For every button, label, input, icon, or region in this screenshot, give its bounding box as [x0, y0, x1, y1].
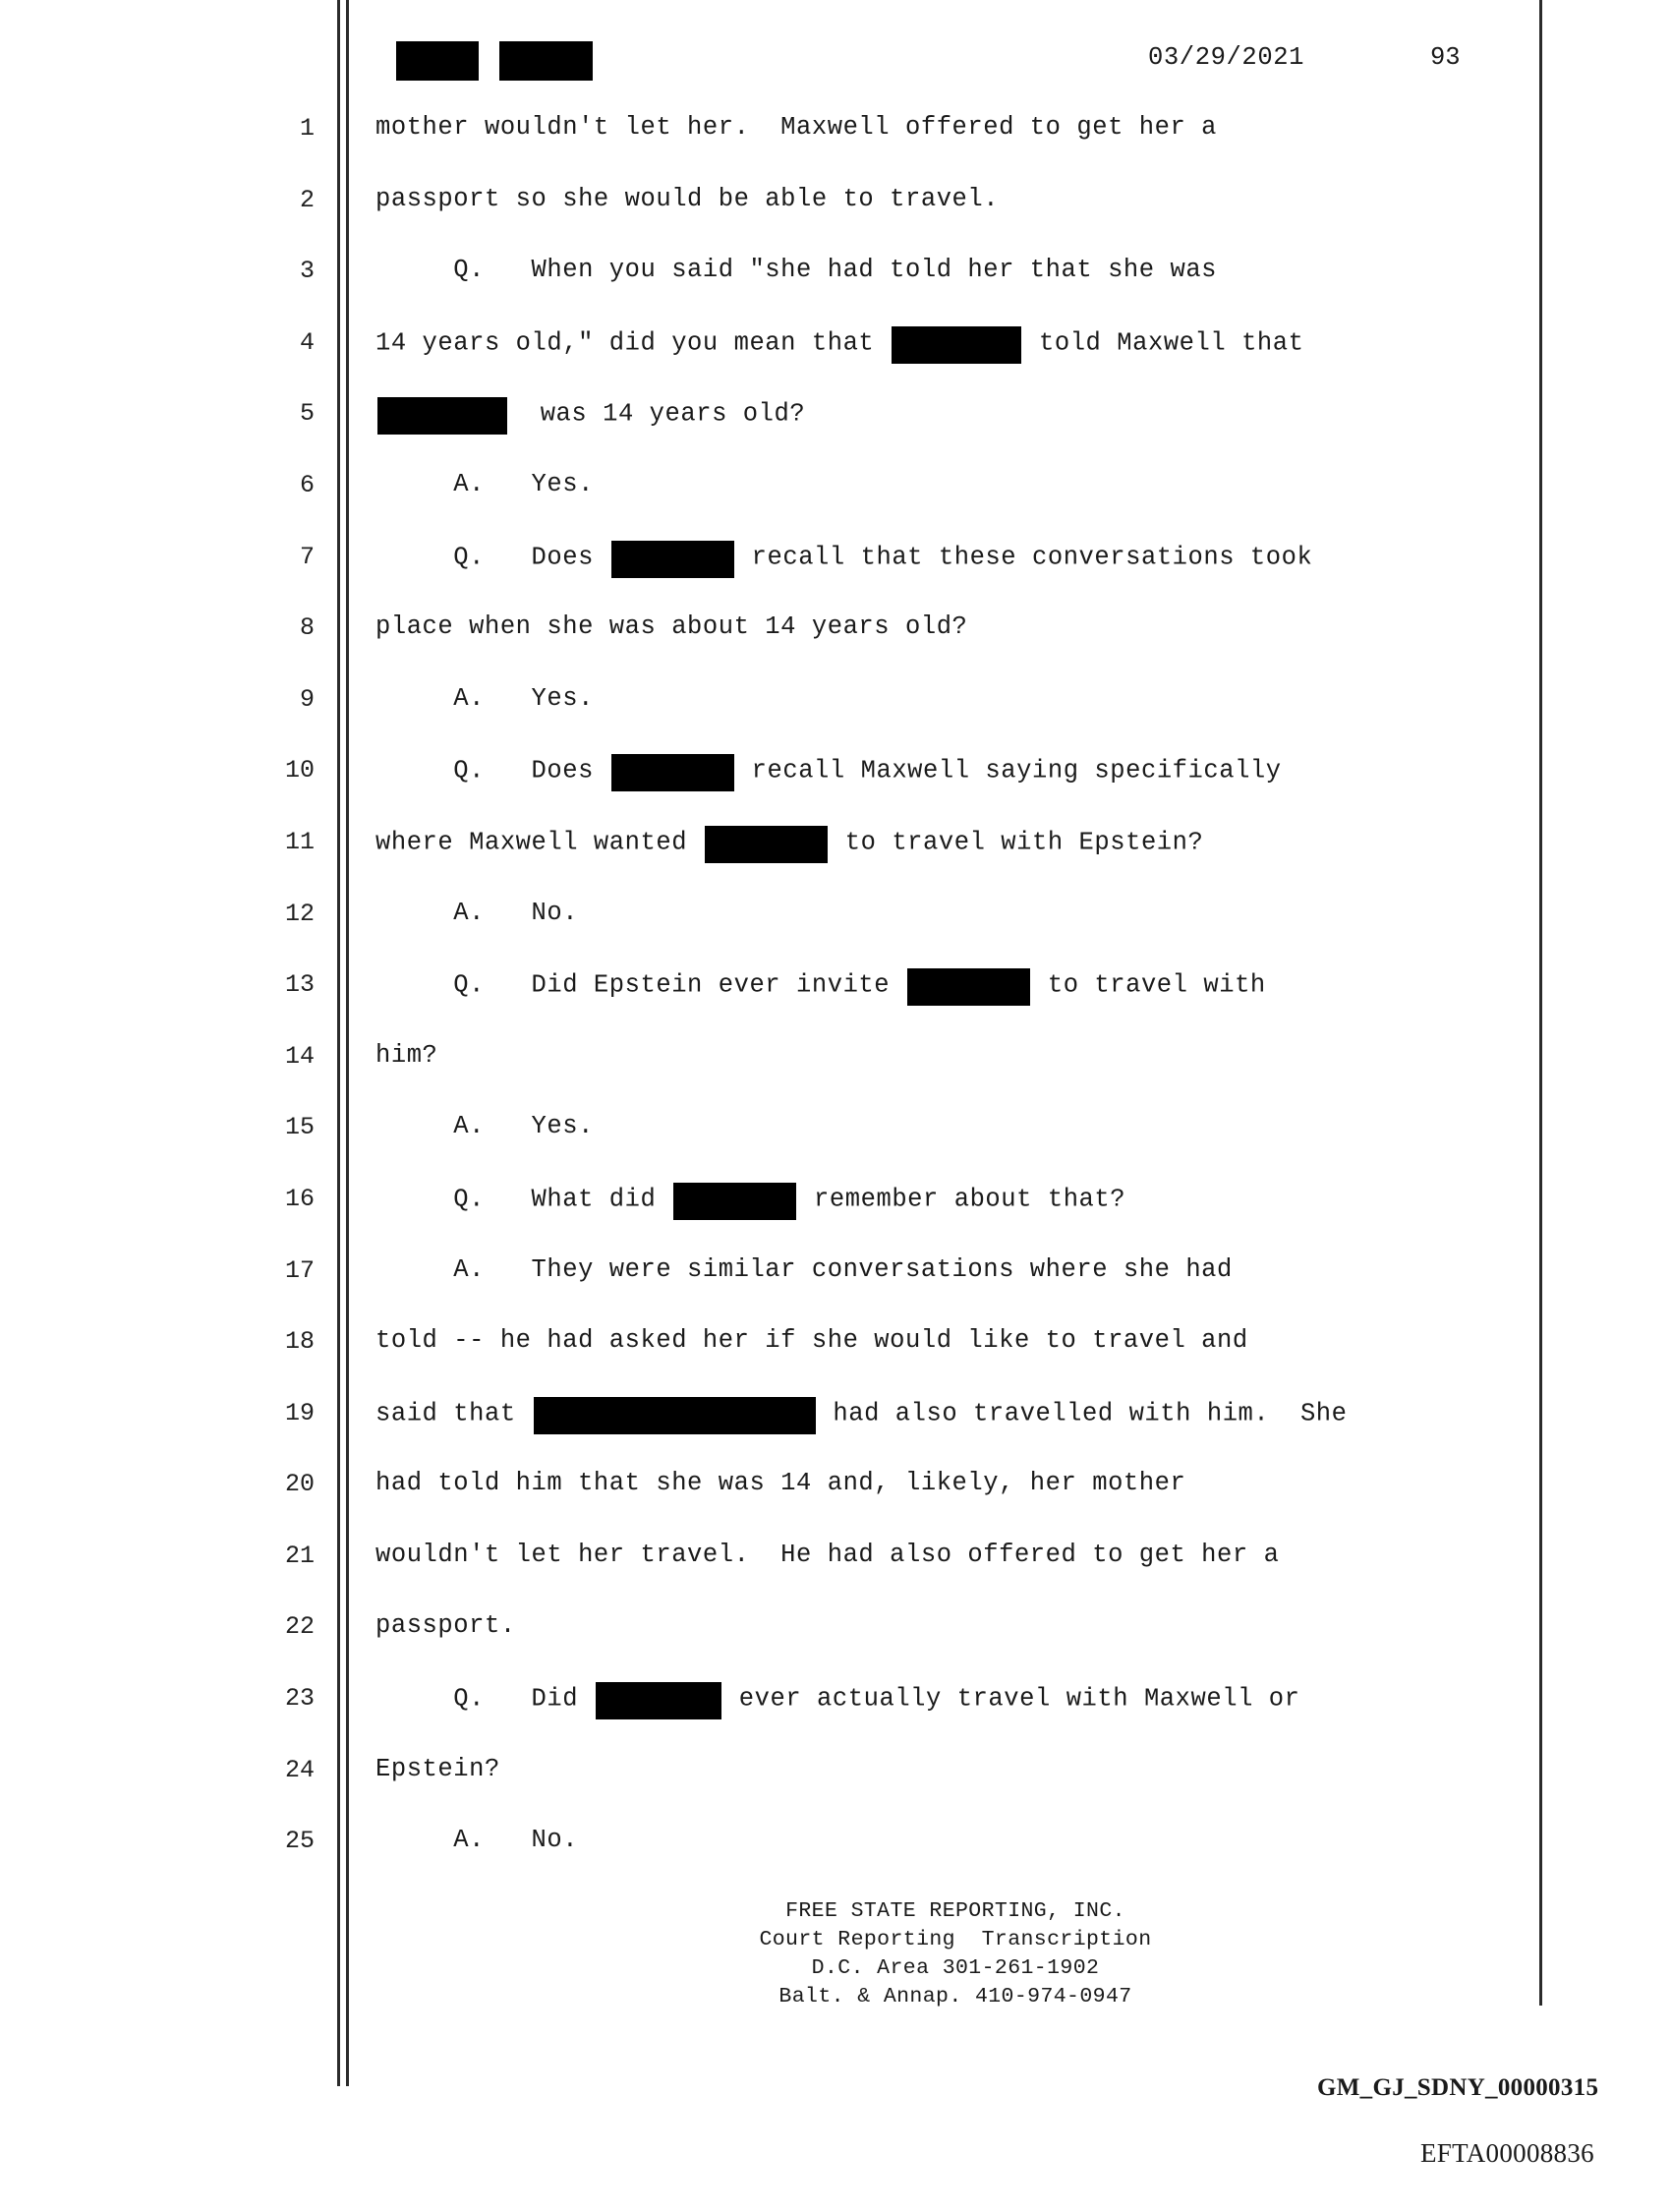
redaction-box	[534, 1397, 816, 1434]
transcript-line	[0, 1604, 1671, 1676]
line-number: 9	[299, 684, 315, 714]
transcript-line	[0, 320, 1671, 392]
bates-number-secondary: EFTA00008836	[1420, 2138, 1594, 2168]
redaction-box	[907, 968, 1030, 1006]
line-text: said that had also travelled with him. She	[375, 1395, 1348, 1432]
transcript-line	[0, 1034, 1671, 1106]
header-date: 03/29/2021	[1148, 43, 1305, 72]
line-text: Q. When you said "she had told her that she was	[375, 256, 1218, 285]
line-number: 14	[284, 1041, 315, 1071]
line-number: 5	[299, 399, 315, 429]
redaction-box	[611, 754, 734, 791]
redaction-box	[611, 541, 734, 578]
header-page-number: 93	[1430, 43, 1461, 72]
transcript-line	[0, 892, 1671, 963]
redaction-box	[673, 1183, 796, 1220]
line-number: 21	[284, 1541, 315, 1570]
line-number: 6	[299, 470, 315, 499]
line-number: 24	[284, 1755, 315, 1784]
line-number: 25	[284, 1827, 315, 1856]
line-text: mother wouldn't let her. Maxwell offered to get her a	[375, 113, 1218, 142]
line-text: Q. Did ever actually travel with Maxwell or	[375, 1680, 1299, 1717]
bates-number-primary: GM_GJ_SDNY_00000315	[1317, 2074, 1599, 2101]
line-number: 2	[299, 185, 315, 214]
line-text: A. They were similar conversations where she had	[375, 1254, 1233, 1284]
line-text: told -- he had asked her if she would like to travel and	[375, 1326, 1248, 1356]
transcript-line	[0, 1177, 1671, 1249]
transcript-line	[0, 962, 1671, 1034]
line-number: 12	[284, 899, 315, 928]
transcript-line	[0, 106, 1671, 178]
line-text: Q. Does recall that these conversations took	[375, 539, 1312, 576]
line-text: him?	[375, 1040, 438, 1070]
line-text: Q. Does recall Maxwell saying specifically	[375, 752, 1282, 789]
line-number: 10	[284, 756, 315, 786]
redaction-box	[705, 826, 828, 863]
line-number: 3	[299, 257, 315, 286]
line-number: 1	[299, 114, 315, 143]
line-text: had told him that she was 14 and, likely, her mother	[375, 1469, 1186, 1498]
line-text: A. Yes.	[375, 1112, 594, 1141]
redaction-box	[499, 41, 593, 81]
line-number: 19	[284, 1398, 315, 1427]
transcript-line	[0, 820, 1671, 892]
line-text: Epstein?	[375, 1754, 500, 1783]
line-text: A. No.	[375, 898, 579, 927]
line-text: 14 years old," did you mean that told Maxwell that	[375, 324, 1304, 362]
line-text: A. Yes.	[375, 683, 594, 713]
transcript-line	[0, 1676, 1671, 1748]
transcript-line	[0, 463, 1671, 535]
transcript-line	[0, 1819, 1671, 1891]
line-text: wouldn't let her travel. He had also offered to get her a	[375, 1540, 1280, 1569]
line-number: 7	[299, 542, 315, 571]
line-number: 11	[284, 827, 315, 856]
redaction-box	[396, 41, 479, 81]
redaction-box	[596, 1682, 721, 1719]
transcript-line	[0, 677, 1671, 749]
redaction-box	[892, 326, 1021, 364]
footer-line-2: Court Reporting Transcription	[759, 1928, 1152, 1951]
line-text: was 14 years old?	[375, 395, 805, 433]
line-text: A. No.	[375, 1826, 579, 1855]
line-number: 22	[284, 1612, 315, 1642]
footer-line-3: D.C. Area 301-261-1902	[811, 1956, 1100, 1980]
line-number: 15	[284, 1113, 315, 1142]
line-text: place when she was about 14 years old?	[375, 612, 968, 642]
transcript-line	[0, 249, 1671, 320]
redaction-box	[377, 397, 507, 435]
line-text: A. Yes.	[375, 469, 594, 498]
transcript-line	[0, 1249, 1671, 1320]
transcript-line	[0, 1748, 1671, 1820]
line-number: 23	[284, 1684, 315, 1714]
page-header	[374, 29, 1504, 88]
transcript-line	[0, 391, 1671, 463]
transcript-line	[0, 535, 1671, 607]
line-text: where Maxwell wanted to travel with Epstein?	[375, 824, 1203, 861]
transcript-line	[0, 1534, 1671, 1605]
footer-line-4: Balt. & Annap. 410-974-0947	[778, 1985, 1132, 2008]
line-text: passport so she would be able to travel.	[375, 184, 1000, 213]
line-number: 18	[284, 1327, 315, 1357]
transcript-lines	[0, 106, 1671, 1891]
transcript-line	[0, 1462, 1671, 1534]
line-text: Q. Did Epstein ever invite to travel with	[375, 966, 1266, 1004]
transcript-line	[0, 748, 1671, 820]
line-number: 13	[284, 970, 315, 1000]
line-text: passport.	[375, 1611, 516, 1641]
transcript-line	[0, 178, 1671, 250]
transcript-line	[0, 1105, 1671, 1177]
reporter-footer	[375, 1897, 1535, 2011]
line-text: Q. What did remember about that?	[375, 1181, 1125, 1218]
transcript-line	[0, 1391, 1671, 1463]
footer-line-1: FREE STATE REPORTING, INC.	[785, 1899, 1125, 1923]
line-number: 20	[284, 1470, 315, 1499]
line-number: 8	[299, 613, 315, 643]
line-number: 4	[299, 327, 315, 357]
transcript-line	[0, 606, 1671, 677]
line-number: 16	[284, 1184, 315, 1213]
transcript-line	[0, 1319, 1671, 1391]
line-number: 17	[284, 1255, 315, 1285]
